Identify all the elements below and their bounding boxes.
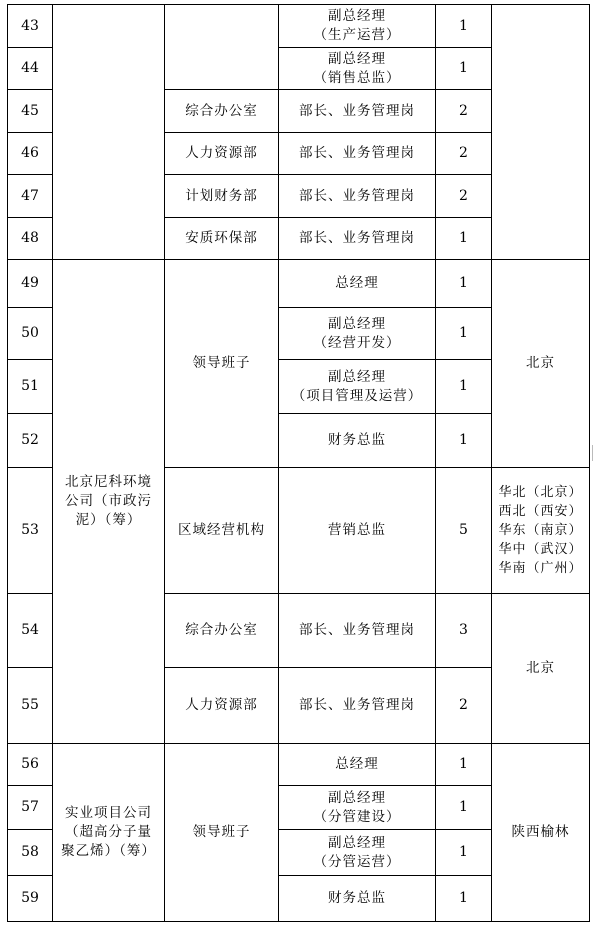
company-line: 北京尼科环境 bbox=[65, 474, 152, 490]
position-line: （经营开发） bbox=[313, 334, 401, 351]
headcount: 1 bbox=[436, 48, 492, 90]
row-number: 46 bbox=[8, 133, 53, 175]
row-number: 48 bbox=[8, 218, 53, 260]
position-line: （项目管理及运营） bbox=[291, 387, 423, 404]
department-cell: 计划财务部 bbox=[165, 175, 279, 218]
company-cell bbox=[53, 744, 165, 922]
row-number: 44 bbox=[8, 48, 53, 90]
row-number: 52 bbox=[8, 414, 53, 468]
company-line: 聚乙烯）（筹） bbox=[61, 843, 156, 859]
headcount: 1 bbox=[436, 830, 492, 876]
row-number: 55 bbox=[8, 668, 53, 744]
location-cell bbox=[492, 468, 590, 594]
position-cell: 营销总监 bbox=[279, 468, 436, 594]
department-cell: 综合办公室 bbox=[165, 90, 279, 133]
headcount: 1 bbox=[436, 308, 492, 360]
position-line: （分管运营） bbox=[313, 853, 401, 870]
headcount: 2 bbox=[436, 175, 492, 218]
position-cell bbox=[279, 48, 436, 90]
position-cell: 财务总监 bbox=[279, 876, 436, 922]
table-row bbox=[8, 744, 590, 786]
headcount: 1 bbox=[436, 876, 492, 922]
row-number: 47 bbox=[8, 175, 53, 218]
company-line: （超高分子量 bbox=[65, 824, 152, 840]
position-line: （生产运营） bbox=[313, 27, 401, 43]
row-number: 59 bbox=[8, 876, 53, 922]
region-line: 华中（武汉） bbox=[498, 542, 583, 557]
position-cell: 部长、业务管理岗 bbox=[279, 175, 436, 218]
row-number: 54 bbox=[8, 594, 53, 668]
department-cell: 领导班子 bbox=[165, 260, 279, 468]
headcount: 2 bbox=[436, 90, 492, 133]
row-number: 53 bbox=[8, 468, 53, 594]
company-line: 实业项目公司 bbox=[65, 805, 152, 821]
position-cell: 部长、业务管理岗 bbox=[279, 218, 436, 260]
company-cell bbox=[53, 5, 165, 260]
headcount: 1 bbox=[436, 744, 492, 786]
position-line: （分管建设） bbox=[313, 808, 401, 825]
position-cell bbox=[279, 308, 436, 360]
table-row bbox=[8, 5, 590, 48]
row-number: 45 bbox=[8, 90, 53, 133]
row-number: 56 bbox=[8, 744, 53, 786]
company-line: 泥）（筹） bbox=[75, 512, 142, 528]
location-cell bbox=[492, 5, 590, 260]
headcount: 1 bbox=[436, 786, 492, 830]
row-number: 43 bbox=[8, 5, 53, 48]
headcount: 1 bbox=[436, 414, 492, 468]
headcount: 2 bbox=[436, 133, 492, 175]
position-line: 副总经理 bbox=[328, 789, 386, 806]
region-line: 华南（广州） bbox=[498, 561, 583, 576]
department-cell: 人力资源部 bbox=[165, 668, 279, 744]
position-line: 副总经理 bbox=[328, 50, 386, 67]
page-edge-mark bbox=[592, 445, 596, 461]
table-row bbox=[8, 260, 590, 308]
row-number: 57 bbox=[8, 786, 53, 830]
department-cell: 区域经营机构 bbox=[165, 468, 279, 594]
department-cell: 领导班子 bbox=[165, 744, 279, 922]
row-number: 49 bbox=[8, 260, 53, 308]
department-cell: 安质环保部 bbox=[165, 218, 279, 260]
company-line: 公司（市政污 bbox=[65, 493, 152, 509]
location-cell: 陕西榆林 bbox=[492, 744, 590, 922]
position-cell: 部长、业务管理岗 bbox=[279, 668, 436, 744]
position-line: 副总经理 bbox=[328, 315, 386, 332]
position-cell bbox=[279, 830, 436, 876]
company-cell bbox=[53, 260, 165, 744]
region-line: 华北（北京） bbox=[498, 485, 583, 500]
department-cell: 综合办公室 bbox=[165, 594, 279, 668]
headcount: 1 bbox=[436, 260, 492, 308]
position-line: 副总经理 bbox=[328, 834, 386, 851]
headcount: 2 bbox=[436, 668, 492, 744]
position-cell: 部长、业务管理岗 bbox=[279, 133, 436, 175]
headcount: 1 bbox=[436, 5, 492, 48]
row-number: 58 bbox=[8, 830, 53, 876]
position-line: 副总经理 bbox=[328, 8, 386, 24]
location-cell: 北京 bbox=[492, 594, 590, 744]
department-cell bbox=[165, 5, 279, 90]
headcount: 1 bbox=[436, 218, 492, 260]
position-cell bbox=[279, 360, 436, 414]
position-cell: 总经理 bbox=[279, 744, 436, 786]
department-cell: 人力资源部 bbox=[165, 133, 279, 175]
region-line: 西北（西安） bbox=[498, 504, 583, 519]
recruitment-table bbox=[7, 4, 590, 922]
position-cell: 部长、业务管理岗 bbox=[279, 594, 436, 668]
position-cell: 财务总监 bbox=[279, 414, 436, 468]
headcount: 3 bbox=[436, 594, 492, 668]
position-cell: 部长、业务管理岗 bbox=[279, 90, 436, 133]
row-number: 50 bbox=[8, 308, 53, 360]
location-cell: 北京 bbox=[492, 260, 590, 468]
position-line: 副总经理 bbox=[328, 368, 386, 385]
region-line: 华东（南京） bbox=[498, 523, 583, 538]
position-cell bbox=[279, 786, 436, 830]
position-line: （销售总监） bbox=[313, 69, 401, 86]
headcount: 1 bbox=[436, 360, 492, 414]
row-number: 51 bbox=[8, 360, 53, 414]
position-cell bbox=[279, 5, 436, 48]
headcount: 5 bbox=[436, 468, 492, 594]
position-cell: 总经理 bbox=[279, 260, 436, 308]
